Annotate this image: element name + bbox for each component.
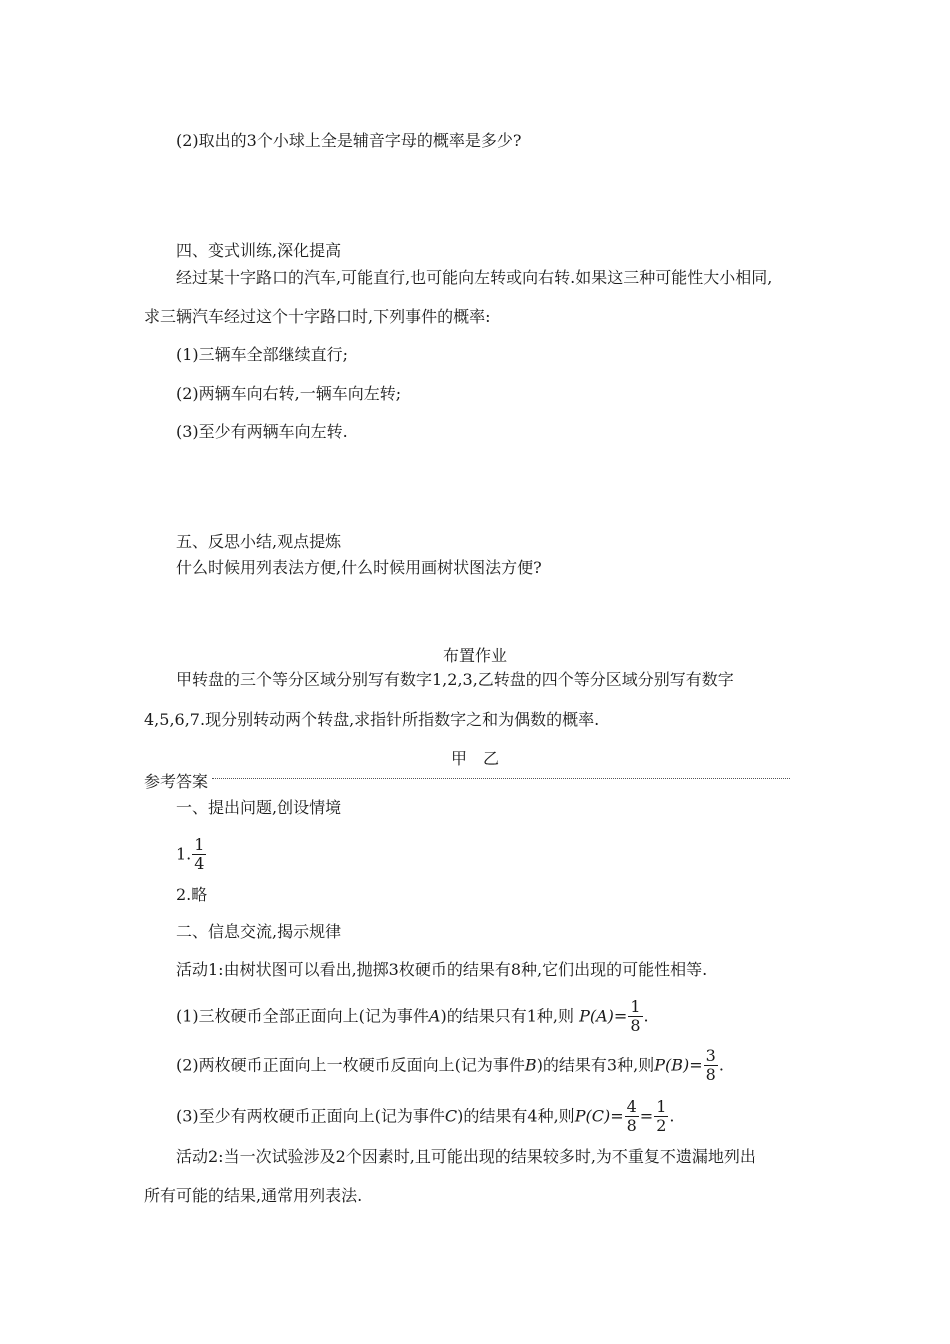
result1-event: A <box>428 1006 441 1026</box>
result3-text: (3)至少有两枚硬币正面向上(记为事件 <box>176 1106 445 1126</box>
section5-heading: 五、反思小结,观点提炼 <box>176 532 342 551</box>
result2-end: . <box>718 1055 724 1075</box>
result3-fraction1 <box>625 1098 639 1135</box>
answers-section2: 二、信息交流,揭示规律 <box>176 922 342 941</box>
activity1: 活动1:由树状图可以看出,抛掷3枚硬币的结果有8种,它们出现的可能性相等. <box>176 960 708 979</box>
result2-fraction <box>704 1047 718 1084</box>
section4-item2: (2)两辆车向右转,一辆车向左转; <box>176 384 402 403</box>
result1-equals: = <box>613 1006 628 1026</box>
result2-event: B <box>524 1055 537 1075</box>
result2-prob: P(B) <box>654 1055 690 1075</box>
result3-mid: )的结果有4种,则 <box>457 1106 575 1126</box>
result2-denominator: 8 <box>705 1065 716 1084</box>
result1-end: . <box>643 1006 649 1026</box>
result3-denominator2: 2 <box>656 1116 667 1135</box>
result2-mid: )的结果有3种,则 <box>536 1055 655 1075</box>
result3-numerator2: 1 <box>656 1097 667 1116</box>
q2-line: (2)取出的3个小球上全是辅音字母的概率是多少? <box>176 131 522 150</box>
result2-text: (2)两枚硬币正面向上一枚硬币反面向上(记为事件 <box>176 1055 525 1075</box>
section4-para-line2: 求三辆汽车经过这个十字路口时,下列事件的概率: <box>144 307 491 326</box>
result3-prob: P(C) <box>574 1106 611 1126</box>
section4-heading: 四、变式训练,深化提高 <box>176 241 342 260</box>
answer1 <box>176 836 207 873</box>
result1-prob: P(A) <box>579 1006 614 1026</box>
result2-equals: = <box>689 1055 703 1075</box>
spinner-labels: 甲 乙 <box>450 749 499 768</box>
result2-numerator: 3 <box>705 1046 716 1065</box>
section4-item1: (1)三辆车全部继续直行; <box>176 345 349 364</box>
result1 <box>176 998 649 1035</box>
result3-fraction2 <box>654 1098 668 1135</box>
answer1-numerator: 1 <box>194 835 205 854</box>
homework-para-line2: 4,5,6,7.现分别转动两个转盘,求指针所指数字之和为偶数的概率. <box>144 710 600 729</box>
result3-equals: = <box>610 1106 624 1126</box>
result3-numerator1: 4 <box>626 1097 637 1116</box>
answer1-fraction <box>192 836 206 873</box>
activity2-line1: 活动2:当一次试验涉及2个因素时,且可能出现的结果较多时,为不重复不遗漏地列出 <box>176 1147 756 1166</box>
answer1-denominator: 4 <box>194 854 205 873</box>
result1-fraction <box>628 998 642 1035</box>
answers-dotted-rule <box>212 778 790 779</box>
result3-denominator1: 8 <box>626 1116 637 1135</box>
answers-section1: 一、提出问题,创设情境 <box>176 798 342 817</box>
result3-equals2: = <box>639 1106 654 1126</box>
section5-question: 什么时候用列表法方便,什么时候用画树状图法方便? <box>176 558 542 577</box>
answer1-prefix: 1. <box>176 844 192 864</box>
result2 <box>176 1047 724 1084</box>
answers-title: 参考答案 <box>144 772 209 791</box>
result3-end: . <box>669 1106 675 1126</box>
homework-para-line1: 甲转盘的三个等分区域分别写有数字1,2,3,乙转盘的四个等分区域分别写有数字 <box>176 670 734 689</box>
section4-item3: (3)至少有两辆车向左转. <box>176 422 348 441</box>
answer2: 2.略 <box>176 885 208 904</box>
result1-numerator: 1 <box>630 997 641 1016</box>
result3-event: C <box>444 1106 458 1126</box>
result1-denominator: 8 <box>630 1016 641 1035</box>
result1-text: (1)三枚硬币全部正面向上(记为事件 <box>176 1006 429 1026</box>
activity2-line2: 所有可能的结果,通常用列表法. <box>144 1186 363 1205</box>
result1-mid: )的结果只有1种,则 <box>440 1006 574 1026</box>
section4-para-line1: 经过某十字路口的汽车,可能直行,也可能向左转或向右转.如果这三种可能性大小相同, <box>176 268 773 287</box>
result3 <box>176 1098 674 1135</box>
homework-title: 布置作业 <box>442 646 507 665</box>
